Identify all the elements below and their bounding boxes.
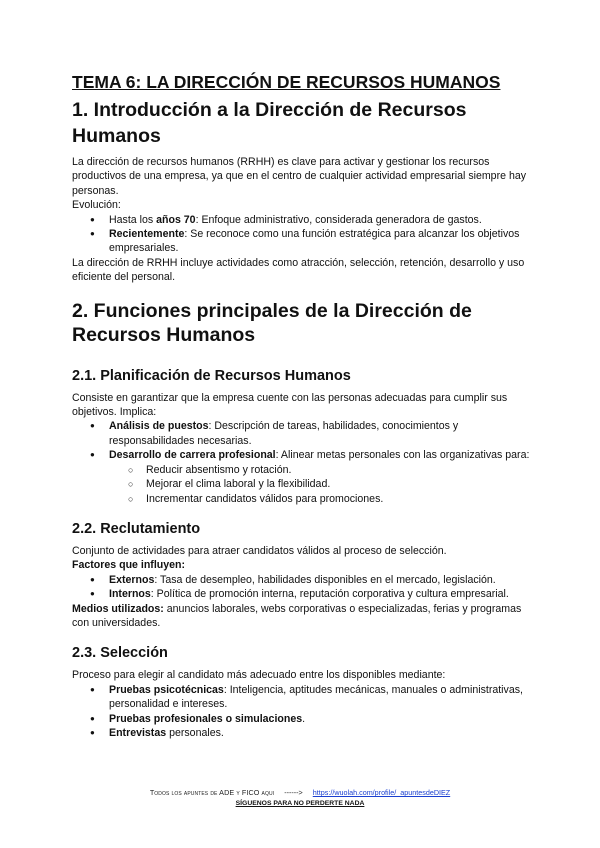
sub-list-item: ○ Reducir absentismo y rotación. [72, 463, 534, 477]
factors-label: Factores que influyen: [72, 559, 186, 572]
section-2-2-heading: 2.2. Reclutamiento [72, 520, 201, 537]
planning-list [72, 419, 534, 462]
section-2-1-heading: 2.1. Planificación de Recursos Humanos [72, 367, 351, 384]
list-item: ● Externos: Tasa de desempleo, habilidades disponibles en el mercado, legislación. [72, 573, 534, 587]
section-1-intro: La dirección de recursos humanos (RRHH) es clave para activar y gestionar los recursos productivos de una empresa, ya que en el centro de cualquier actividad empresarial siempre hay personas. [72, 156, 527, 197]
sub-list-item: ○ Mejorar el clima laboral y la flexibilidad. [72, 477, 534, 491]
list-item: ● Pruebas psicotécnicas: Inteligencia, aptitudes mecánicas, manuales o administrativas, personalidad e intereses. [72, 683, 534, 712]
selection-list [72, 683, 534, 741]
list-item: ● Hasta los años 70: Enfoque administrativo, considerada generadora de gastos. [72, 213, 534, 227]
page-content [72, 70, 534, 740]
list-item: ● Pruebas profesionales o simulaciones. [72, 712, 534, 726]
footer-follow: SÍGUENOS PARA NO PERDERTE NADA [235, 800, 365, 807]
sub-list-item: ○ Incrementar candidatos válidos para promociones. [72, 492, 534, 506]
section-2-heading: 2. Funciones principales de la Dirección de Recursos Humanos [72, 299, 472, 346]
evolution-label: Evolución: [72, 199, 121, 212]
section-2-2-intro: Conjunto de actividades para atraer candidatos válidos al proceso de selección. [72, 544, 447, 557]
section-1-closing: La dirección de RRHH incluye actividades como atracción, selección, retención, desarrollo y uso eficiente del personal. [72, 256, 525, 284]
list-item: ● Recientemente: Se reconoce como una función estratégica para alcanzar los objetivos empresariales. [72, 227, 534, 256]
section-2-3-heading: 2.3. Selección [72, 645, 168, 662]
career-sublist [72, 463, 534, 506]
media-paragraph: Medios utilizados: anuncios laborales, webs corporativas o especializadas, ferias y programas con universidades. [72, 602, 522, 629]
evolution-list [72, 213, 534, 256]
list-item: ● Desarrollo de carrera profesional: Alinear metas personales con las organizativas para: [72, 448, 534, 462]
list-item: ● Análisis de puestos: Descripción de tareas, habilidades, conocimientos y responsabilidades necesarias. [72, 419, 534, 448]
footer-line [0, 788, 600, 797]
section-2-1-intro: Consiste en garantizar que la empresa cuente con las personas adecuadas para cumplir sus objetivos. Implica: [72, 391, 508, 419]
section-2-3-intro: Proceso para elegir al candidato más adecuado entre los disponibles mediante: [72, 669, 446, 682]
footer-link[interactable]: https://wuolah.com/profile/_apuntesdeDIEZ [312, 788, 451, 797]
list-item: ● Entrevistas personales. [72, 726, 534, 740]
section-1-heading: 1. Introducción a la Dirección de Recursos Humanos [72, 99, 467, 147]
list-item: ● Internos: Política de promoción interna, reputación corporativa y cultura empresarial. [72, 587, 534, 601]
document-title: TEMA 6: LA DIRECCIÓN DE RECURSOS HUMANOS [72, 72, 501, 92]
factors-list [72, 573, 534, 602]
footer-text: Todos los apuntes de ADE y FICO aqui [149, 788, 275, 797]
footer-arrow: ------> [284, 788, 303, 797]
